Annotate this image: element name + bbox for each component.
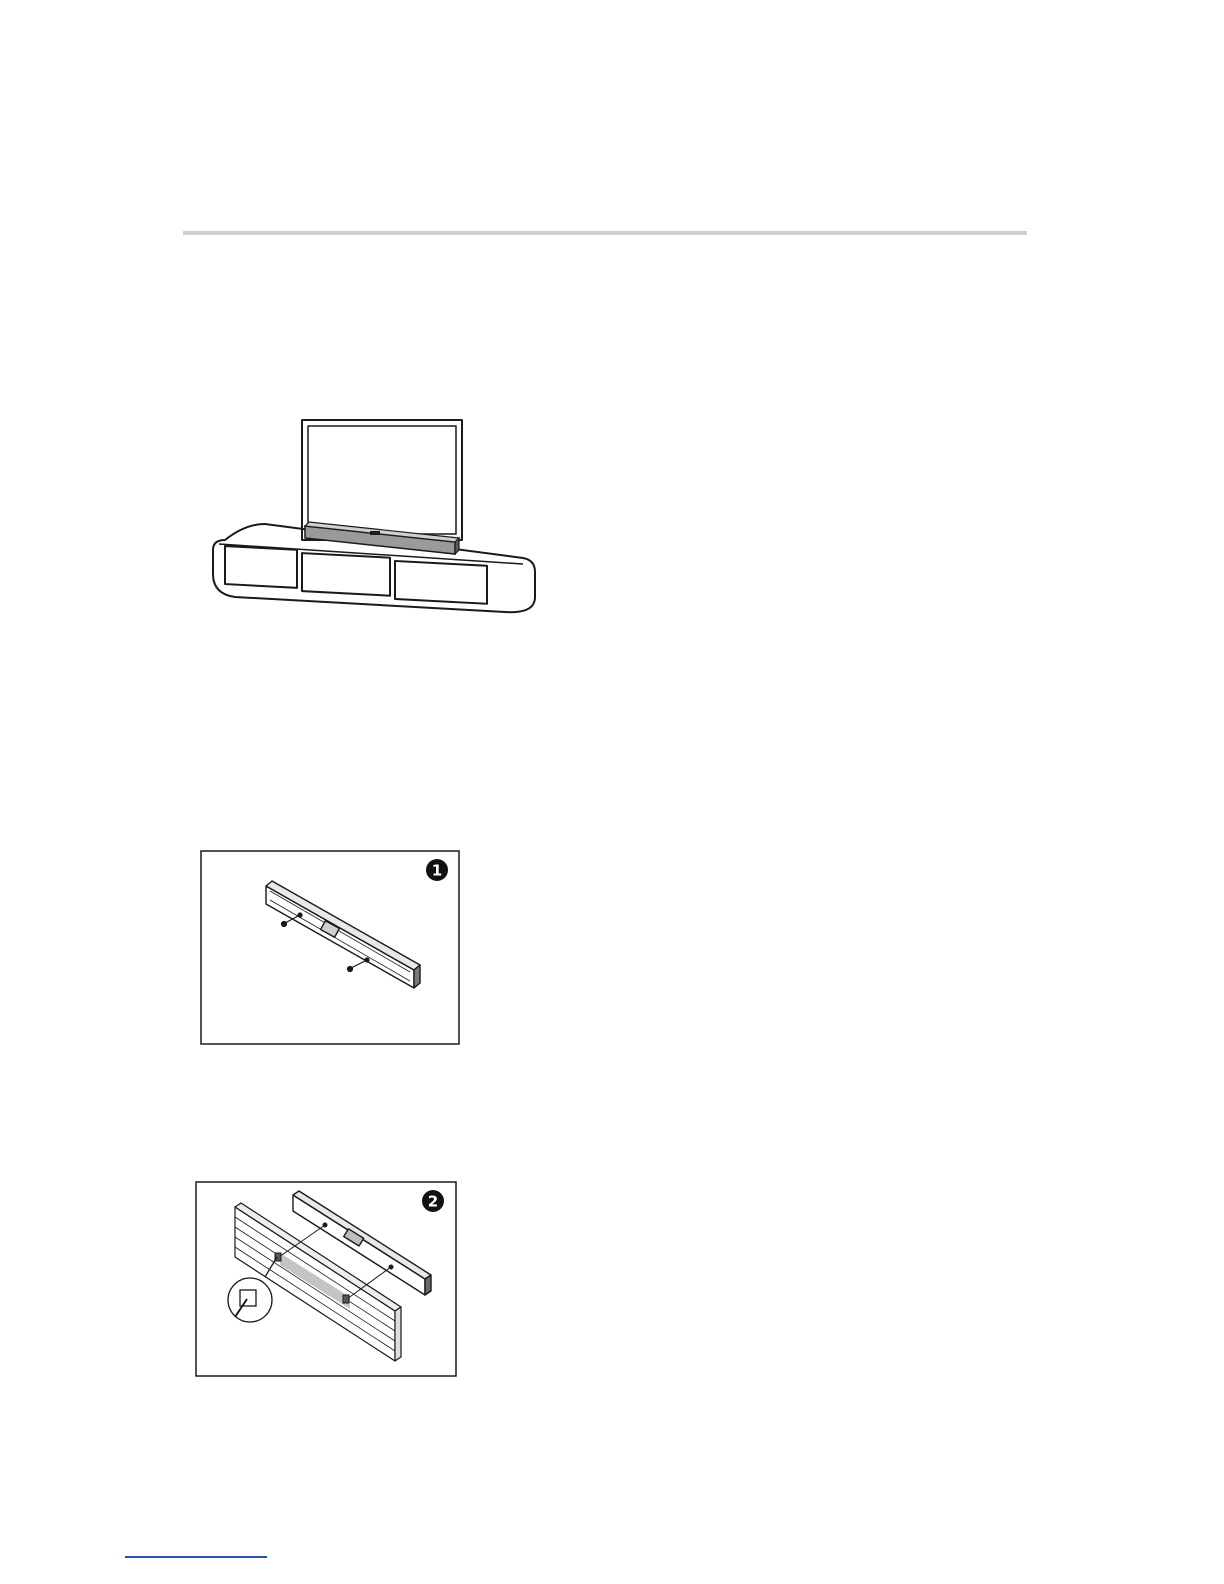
step1-badge <box>426 859 448 881</box>
header-divider <box>183 231 1027 235</box>
soundbar-wall-mount-icon <box>195 1181 458 1378</box>
drawer-center <box>302 553 390 596</box>
svg-text:2: 2 <box>427 1192 439 1211</box>
tv-stand-figure <box>205 412 540 617</box>
soundbar-back-screws-icon <box>200 850 462 1047</box>
step1-figure <box>200 850 462 1047</box>
svg-text:1: 1 <box>431 861 443 880</box>
step2-badge <box>422 1190 444 1212</box>
tv-frame <box>302 420 462 540</box>
tv-screen <box>308 426 456 534</box>
step1-frame <box>201 851 459 1044</box>
step2-figure <box>195 1181 458 1378</box>
soundbar <box>305 522 459 554</box>
drawer-left <box>225 546 297 588</box>
tv-stand-soundbar-icon <box>205 412 540 617</box>
footnote-divider <box>125 1556 267 1558</box>
drawer-right <box>395 561 487 604</box>
